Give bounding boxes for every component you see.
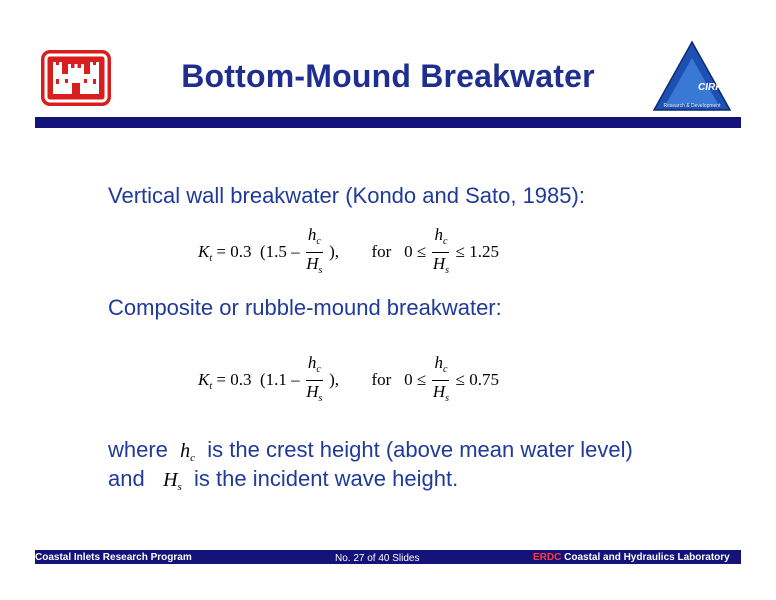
- and-line: [108, 466, 458, 493]
- equation-vertical-wall: [198, 226, 499, 280]
- eq2-num: h: [307, 353, 317, 372]
- eq2-paren-close: ),: [329, 369, 340, 389]
- and-symbol: $H_s$: [163, 469, 182, 493]
- eq2-rden: H: [432, 382, 446, 401]
- where-suffix: is the crest height (above mean water level): [207, 437, 633, 462]
- eq1-for: for: [371, 241, 392, 261]
- eq1-lhs-sub: t: [209, 252, 213, 264]
- eq2-range-fraction: [432, 354, 449, 408]
- eq1-rnum: h: [434, 225, 443, 244]
- footer-slide-number: No. 27 of 40 Slides: [335, 553, 420, 564]
- eq1-lhs: K: [198, 241, 210, 261]
- eq1-paren-open: (1.5 –: [259, 241, 300, 261]
- footer-lab-name: Coastal and Hydraulics Laboratory: [561, 552, 730, 563]
- eq1-num-sub: c: [316, 236, 321, 247]
- eq1-rnum-sub: c: [442, 236, 448, 247]
- eq1-upper: ≤ 1.25: [455, 241, 499, 261]
- cirp-logo-caption: Research & Development: [663, 103, 721, 109]
- title-rule: [35, 117, 741, 128]
- eq1-range-fraction: [432, 226, 449, 280]
- eq1-fraction: [306, 226, 323, 280]
- eq2-rden-sub: s: [445, 393, 449, 404]
- eq2-upper: ≤ 0.75: [455, 369, 499, 389]
- eq2-equals: = 0.3: [216, 369, 252, 389]
- eq1-den: H: [306, 254, 319, 273]
- heading-composite: Composite or rubble-mound breakwater:: [108, 295, 502, 320]
- footer-program: Coastal Inlets Research Program: [35, 552, 192, 563]
- eq2-num-sub: c: [316, 364, 321, 375]
- eq2-rnum: h: [434, 353, 443, 372]
- where-line: [108, 437, 633, 464]
- eq2-zero: 0 ≤: [404, 369, 427, 389]
- eq2-lhs-sub: t: [209, 380, 213, 392]
- and-prefix: and: [108, 466, 145, 491]
- cirp-triangle-logo-icon: [652, 40, 732, 112]
- equation-composite: [198, 354, 499, 408]
- where-symbol: $h_c$: [180, 440, 196, 464]
- eq2-fraction: [306, 354, 323, 408]
- eq2-for: for: [371, 369, 392, 389]
- eq1-rden-sub: s: [445, 265, 449, 276]
- eq2-den-sub: s: [318, 393, 323, 404]
- cirp-logo-text: CIRP: [698, 82, 722, 93]
- and-suffix: is the incident wave height.: [194, 466, 459, 491]
- eq1-zero: 0 ≤: [404, 241, 427, 261]
- eq2-rnum-sub: c: [442, 364, 448, 375]
- eq2-paren-open: (1.1 –: [259, 369, 300, 389]
- eq1-rden: H: [432, 254, 446, 273]
- eq1-den-sub: s: [318, 265, 323, 276]
- footer-erdc: ERDC: [533, 552, 562, 563]
- eq2-lhs: K: [198, 369, 210, 389]
- slide-title: Bottom-Mound Breakwater: [181, 58, 595, 94]
- where-prefix: where: [108, 437, 168, 462]
- eq2-den: H: [306, 382, 319, 401]
- footer-lab: [533, 552, 730, 563]
- eq1-num: h: [307, 225, 317, 244]
- eq1-equals: = 0.3: [216, 241, 252, 261]
- heading-vertical-wall: Vertical wall breakwater (Kondo and Sato, 1985):: [108, 183, 585, 208]
- eq1-paren-close: ),: [329, 241, 340, 261]
